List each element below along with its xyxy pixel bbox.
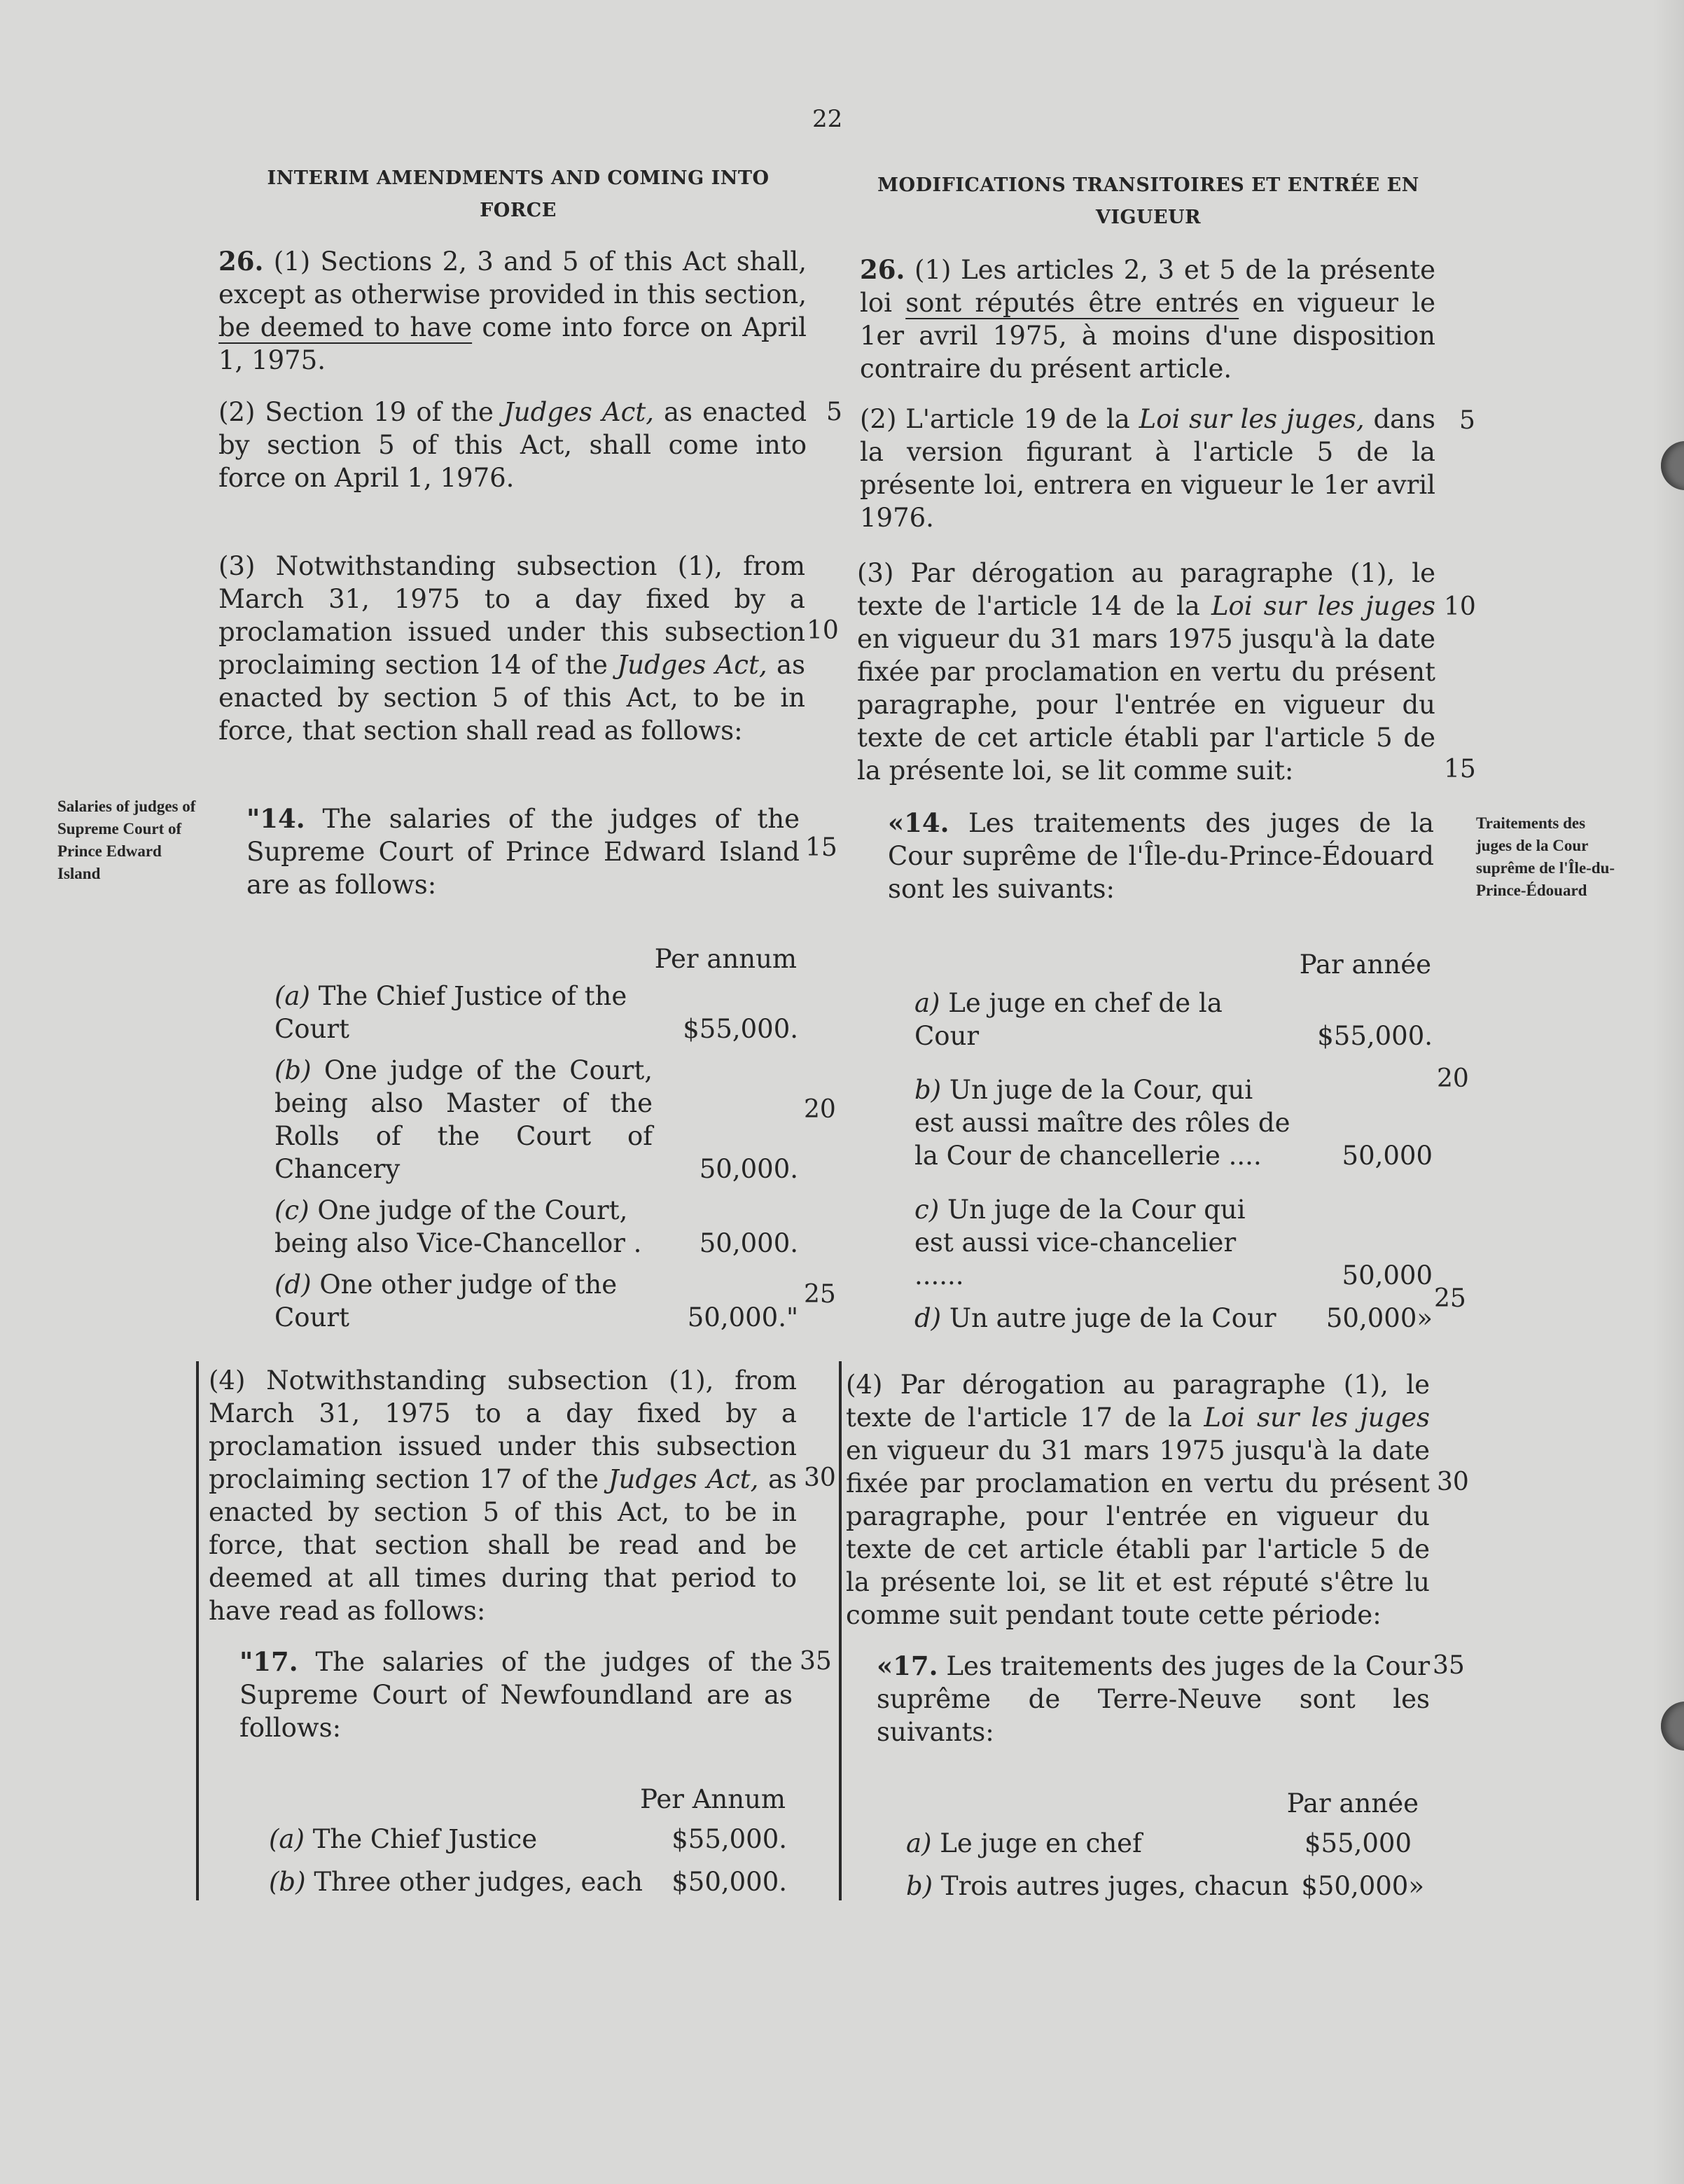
fr-section-26-1: 26. (1) Les articles 2, 3 et 5 de la présente loi sont réputés être entrés en vigueur le 1er avril 1975, à moins d'une disposition contraire du présent article.: [860, 254, 1435, 384]
line-number-35-fr: 35: [1433, 1651, 1465, 1680]
table-row: (b) Three other judges, each $50,000.: [269, 1867, 787, 1897]
table-row: a) Le juge en chef de la Cour $55,000.: [914, 988, 1433, 1051]
act-title: Loi sur les juges: [1211, 591, 1435, 621]
line-number-25-fr: 25: [1434, 1284, 1466, 1313]
table-row: d) Un autre juge de la Cour 50,000»: [914, 1303, 1433, 1333]
column-header: Par année: [1286, 1788, 1419, 1818]
act-title: Loi sur les juges,: [1139, 404, 1365, 434]
heading-fr: MODIFICATIONS TRANSITOIRES ET ENTRÉE EN VIGUEUR: [877, 174, 1419, 228]
table-row: (a) The Chief Justice of the Court $55,000.: [274, 981, 798, 1044]
fr-section-26-3: (3) Par dérogation au paragraphe (1), le texte de l'article 14 de la Loi sur les juges en vigueur du 31 mars 1975 jusqu'à la date fixée par proclamation en vertu du présent paragraphe, pour l'entrée en vigueur du texte de cet article établi par l'article 5 de la présente loi, se lit comme suit:: [857, 558, 1435, 786]
en-section-26-4: (4) Notwithstanding subsection (1), from March 31, 1975 to a day fixed by a proclamation issued under this subsection proclaiming section 17 of the Judges Act, as enacted by section 5 of this Act, to be in force, that section shall be read and be deemed at all times during that period to have read as follows:: [209, 1365, 798, 1626]
line-number-30-en: 30: [804, 1463, 836, 1492]
line-number-25-en: 25: [804, 1280, 836, 1309]
margin-rule-center: [839, 1361, 842, 1900]
line-number-15-fr: 15: [1444, 755, 1476, 784]
line-number-20-fr: 20: [1437, 1064, 1469, 1093]
act-title: Loi sur les juges: [1204, 1403, 1431, 1433]
table-row: b) Un juge de la Cour, qui est aussi maître des rôles de la Cour de chancellerie .... 50,000: [914, 1075, 1433, 1171]
line-number-15-en: 15: [805, 833, 837, 862]
en-section-26-3: (3) Notwithstanding subsection (1), from March 31, 1975 to a day fixed by a proclamation issued under this subsection proclaiming section 14 of the Judges Act, as enacted by section 5 of this Act, to be in force, that section shall read as follows:: [218, 551, 806, 746]
margin-note-en: Salaries of judges of Supreme Court of Prince Edward Island: [57, 798, 196, 882]
fr-section-26-2: (2) L'article 19 de la Loi sur les juges, dans la version figurant à l'article 5 de la présente loi, entrera en vigueur le 1er avril 1976.: [860, 404, 1435, 533]
line-number-20-en: 20: [804, 1095, 836, 1124]
table-row: (b) One judge of the Court, being also Master of the Rolls of the Court of Chancery 50,000.: [274, 1055, 798, 1184]
line-number-5-en: 5: [826, 398, 842, 426]
en-section-26-1: 26. (1) Sections 2, 3 and 5 of this Act shall, except as otherwise provided in this section, be deemed to have come into force on April 1, 1975.: [218, 246, 807, 375]
en-section-14: "14. The salaries of the judges of the Supreme Court of Prince Edward Island are as follows:: [246, 803, 800, 900]
line-number-30-fr: 30: [1437, 1468, 1469, 1496]
column-header: Par année: [1299, 950, 1431, 980]
act-title: Judges Act,: [503, 397, 654, 427]
en-section-17: "17. The salaries of the judges of the Supreme Court of Newfoundland are as follows:: [239, 1646, 793, 1743]
fr-section-17: «17. Les traitements des juges de la Cour suprême de Terre-Neuve sont les suivants:: [877, 1650, 1431, 1747]
fr-salary-table-14: [914, 948, 1433, 1335]
line-number-5-fr: 5: [1459, 406, 1475, 435]
table-row: a) Le juge en chef $55,000: [906, 1828, 1412, 1858]
margin-rule-left: [196, 1361, 199, 1900]
section-number: «17.: [877, 1650, 938, 1681]
act-title: Judges Act,: [608, 1464, 759, 1494]
underlined-phrase: be deemed to have: [218, 312, 473, 342]
table-row: b) Trois autres juges, chacun $50,000»: [906, 1871, 1424, 1901]
column-header: Per Annum: [640, 1784, 786, 1814]
section-number: «14.: [888, 807, 949, 838]
margin-note-fr: Traitements des juges de la Cour suprême de l'Île-du-Prince-Édouard: [1476, 814, 1615, 899]
line-number-10-fr: 10: [1444, 592, 1476, 621]
fr-section-26-4: (4) Par dérogation au paragraphe (1), le texte de l'article 17 de la Loi sur les juges en vigueur du 31 mars 1975 jusqu'à la date fixée par proclamation en vertu du présent paragraphe, pour l'entrée en vigueur du texte de cet article établi par l'article 5 de la présente loi, se lit et est réputé s'être lu comme suit pendant toute cette période:: [846, 1370, 1431, 1630]
table-row: (c) One judge of the Court, being also Vice-Chancellor . 50,000.: [274, 1195, 798, 1258]
section-number: 26.: [860, 254, 905, 285]
line-number-35-en: 35: [800, 1647, 832, 1676]
line-number-10-en: 10: [807, 616, 839, 645]
en-section-26-2: (2) Section 19 of the Judges Act, as enacted by section 5 of this Act, shall come into force on April 1, 1976.: [218, 397, 807, 493]
section-number: "14.: [246, 803, 305, 834]
heading-en: INTERIM AMENDMENTS AND COMING INTO FORCE: [267, 167, 770, 221]
table-row: c) Un juge de la Cour qui est aussi vice-chancelier ...... 50,000: [914, 1195, 1433, 1291]
section-number: 26.: [218, 246, 264, 277]
section-number: "17.: [239, 1646, 298, 1677]
act-title: Judges Act,: [617, 650, 767, 680]
underlined-phrase: sont réputés être entrés: [905, 288, 1239, 318]
en-salary-table-17: [269, 1783, 787, 1898]
fr-salary-table-17: [906, 1787, 1424, 1903]
page-edge-shadow: [1652, 0, 1684, 2184]
table-row: (d) One other judge of the Court 50,000.": [274, 1270, 798, 1333]
en-salary-table-14: [274, 943, 798, 1334]
column-header: Per annum: [654, 944, 797, 974]
table-row: (a) The Chief Justice $55,000.: [269, 1824, 787, 1854]
fr-section-14: «14. Les traitements des juges de la Cour suprême de l'Île-du-Prince-Édouard sont les suivants:: [888, 807, 1434, 904]
page-number: 22: [812, 105, 843, 133]
